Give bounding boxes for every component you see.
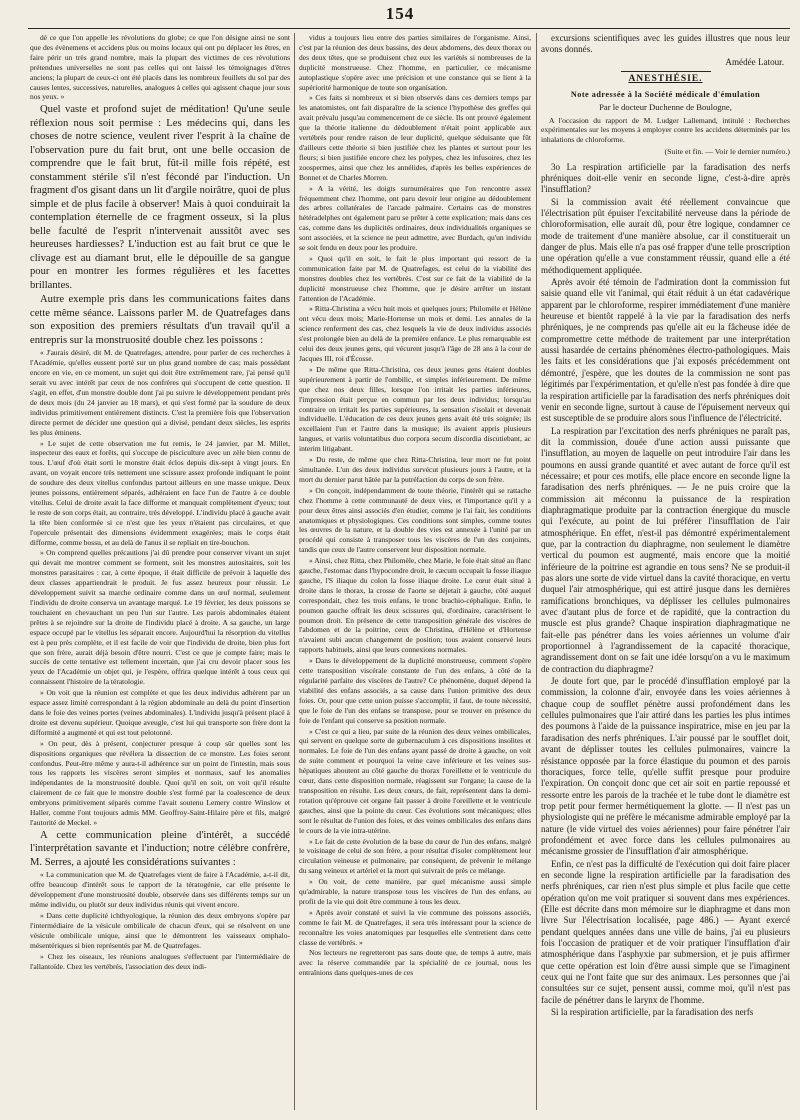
paragraph: » Le fait de cette évolution de la base du cœur de l'un des enfans, malgré le voisinage de celui de son frère, a pour résultat d'isoler complètement leur circulation veineuse et pulmonaire, par conséquent, de prévenir le mélange du sang veineux et artériel et la mort qui suivrait de près ce mélange. [299, 836, 531, 876]
article-signature: Amédée Latour. [725, 56, 784, 67]
paragraph: Enfin, ce n'est pas la difficulté de l'exécution qui doit faire placer en seconde ligne la respiration artificielle par la faradisation des nerfs phréniques, car rien n'est plus simple et plus facile que cette opération qu'on me voit pratiquer si souvent dans mes expériences. (Elle est décrite dans mon mémoire sur le diaphragme et dans mon livre Sur l'électrisation localisée, page 486.) — Ayant exercé pendant quelques années dans une ville de bains, j'ai eu plusieurs fois l'occasion de pratiquer et de voir pratiquer l'insufflation d'air atmosphérique dans l'asphyxie par submersion, et je puis affirmer que cette opération est loin d'être aussi simple que se l'imaginent ceux qui ne l'ont faite que sur des animaux. Les personnes que j'ai consultées sur ce sujet, pensent aussi, comme moi, qu'il n'est pas facile de pénétrer dans le larynx de l'homme. [541, 858, 790, 1005]
paragraph: » On voit, de cette manière, par quel mécanisme aussi simple qu'admirable, la nature transpose tous les viscères de l'un des enfans, au profit de la vie qui doit être commune à tous les deux. [299, 877, 531, 906]
paragraph: » Du reste, de même que chez Ritta-Christina, leur mort ne fut point simultanée. L'un des deux individus survécut plusieurs jours à l'autre, et la mort du dernier parut hâtée par la putréfaction du corps de son frère. [299, 455, 531, 484]
subhead-text: Note adressée à la Société médicale d'émulation [570, 90, 761, 100]
header-rule [28, 28, 790, 29]
column-divider [536, 33, 537, 1110]
paragraph: dé ce que l'on appelle les révolutions du globe; ce que l'on désigne ainsi ne sont que des évènemens et accidens plus ou moins locaux qui ont pu déplacer les êtres, en faire périr un très grand nombre, mais la plupart des victimes de ces révolutions prétendues universelles ne sont pas celles qui ont laissé les témoignages d'êtres anciens; la plupart de ceux-ci ont été placés dans les nombreux feuillets du sol par des causes lentes, successives, naturelles, analogues à celles qui agissent chaque jour sous nos yeux. » [30, 33, 290, 102]
paragraph: vidus a toujours lieu entre des parties similaires de l'organisme. Ainsi, c'est par la réunion des deux bassins, des deux abdomens, des deux thorax ou des deux têtes, que se produisent chez eux les variétés si nombreuses de la duplicité monstrueuse. Chez l'homme, en particulier, ce mécanisme autoplastique s'opère avec une précision et une constance qui se lient à la supériorité harmonique de toute son organisation. [299, 33, 531, 92]
paragraph: » On conçoit, indépendamment de toute théorie, l'intérêt qui se rattache chez l'homme à cette communauté de deux vies, et l'importance qu'il y a pour deux êtres ainsi associés d'en étudier, comme je l'ai fait, les conditions anatomiques et physiologiques. Ces conditions sont simples, comme toutes les œuvres de la nature, et la double des vies est annexée à l'unité par un procédé qui consiste à transposer tous les viscères de l'un des conjoints, tandis que ceux de l'autre conservent leur disposition normale. [299, 485, 531, 555]
section-divider [621, 71, 711, 72]
paragraph: Quel vaste et profond sujet de méditation! Qu'une seule réflexion nous soit permise : Les médecins qui, dans les choses de notre science, veulent river l'esprit à la chaîne de l'observation pure du fait brut, ont une belle occasion de comprendre que le fait brut, fût-il mille fois répété, est constamment stérile s'il n'est fécondé par l'induction. Un fragment d'os gisant dans un lit d'argile noirâtre, quoi de plus simple et de plus facile à observer! Mais à quoi conduirait la contemplation éternelle de ce fragment osseux, si la plus belle faculté de l'esprit n'intervenait aussitôt avec ses heureuses hardiesses? L'induction est au fait brut ce que le clivage est au diamant brut, elle le dépouille de sa gangue pour en montrer les formes régulières et les facettes brillantes. [30, 104, 290, 291]
column-right [541, 33, 790, 1114]
column-middle [299, 33, 531, 1114]
article-subhead [541, 89, 790, 100]
paragraph: » Après avoir constaté et suivi la vie commune des poissons associés, comme le fait M. de Quatrefages, il sera très intéressant pour la science de reconnaître les voies anatomiques par lesquelles elle s'entretient dans cette classe de vertébrés. » [299, 907, 531, 947]
paragraph: » C'est ce qui a lieu, par suite de la réunion des deux veines ombilicales, qui servent en quelque sorte de gubernaculum à ces dispositions insolites et normales. Le foie de l'un des enfans ayant passé de droite à gauche, on voit de suite comment et pourquoi la veine cave inférieure et les veines sus-hépatiques aboutent au côté gauche du thorax l'oreillette et le ventricule du cœur, dans cette disposition normale, réagissent sur l'organe; la cause de la transposition en résulte. Les deux cœurs, de fait, représentent dans la demi-rotation qu'éprouve cet organe fait passer à droite l'oreillette et le ventricule gauches, ainsi que la pointe du cœur. Ces évolutions sont mécaniques; elles sont le résultat de l'union des foies, et des veines ombilicales des enfans dans le cours de la vie intra-utérine. [299, 726, 531, 835]
paragraph: » Ritta-Christina a vécu huit mois et quelques jours; Philomèle et Hélène ont vécu deux mois; Marie-Hortense un mois et demi. Les annales de la science renferment des cas, chez lesquels la vie de deux individus associés s'est prolongée bien au delà de la première enfance. Le plus remarquable est celui des deux jeunes gens, qui vécurent jusqu'à l'âge de 28 ans à la cour de Jacques III, roi d'Écosse. [299, 304, 531, 363]
page-number: 154 [385, 4, 415, 23]
paragraph: » Ainsi, chez Ritta, chez Philomèle, chez Marie, le foie était situé au flanc gauche, l'estomac dans l'hypocondre droit, le cæcum occupait la fosse iliaque gauche, l'S iliaque du colon la fosse iliaque droite. Le cœur était situé à droite dans le thorax, la crosse de l'aorte se déjetait à gauche, côté auquel correspondait, chez les trois enfans, le tronc brachio-céphalique. Enfin, le poumon gauche offrait les deux scissures qui, d'ordinaire, caractérisent le poumon droit. En présence de cette transposition générale des viscères de l'abdomen et de la poitrine, ceux de Christina, d'Hélène et d'Hortense n'avaient subi aucun changement de position; tous avaient conservé leurs rapports habituels, ainsi que leurs connexions normales. [299, 556, 531, 655]
paragraph: » On voit que la réunion est complète et que les deux individus adhèrent par un espace assez limité correspondant à la région abdominale au delà du point d'insertion dans le foie des veines portes (veines abdominales). L'individu jusqu'à présent placé à droite est devenu supérieur. Quoique aveugle, c'est lui qui transporte son frère dont la difformité a augmenté et qui est tout pelotonné. [30, 688, 290, 737]
paragraph: » Quoi qu'il en soit, le fait le plus important qui ressort de la communication faite par M. de Quatrefages, est celui de la viabilité des monstres doubles chez les vertébrés. C'est sur ce fait de la viabilité de la duplicité monstrueuse chez l'homme, que je désire arrêter un instant l'attention de l'Académie. [299, 253, 531, 303]
paragraph: Autre exemple pris dans les communications faites dans cette même séance. Laissons parler M. de Quatrefages dans son exposition des premiers résultats d'un travail qu'il a entrepris sur la monstruosité double chez les poissons : [30, 294, 290, 346]
paragraph: 3o La respiration artificielle par la faradisation des nerfs phréniques doit-elle venir en seconde ligne, c'est-à-dire après l'insufflation? [541, 161, 790, 195]
section-title: ANESTHÉSIE. [628, 74, 703, 85]
paragraph: » Ces faits si nombreux et si bien observés dans ces derniers temps par les anatomistes, ont fait disparaître de la science l'hypothèse des greffes qui avait prévalu jusqu'au commencement de ce siècle. Ils ont prouvé également que la théorie italienne du dédoublement n'était point applicable aux vertébrés pour rendre raison de leur duplicité, quelque séduisante que fût d'ailleurs cette théorie si bien justifiée chez les plantes et surtout pour les fleurs; si bien justifiée encore chez les polypes, chez les infusoires, chez les zoospermes, ainsi que chez les annélides, d'après les belles expériences de Bonnet et de Charles Morren. [299, 93, 531, 182]
paragraph: « J'aurais désiré, dit M. de Quatrefages, attendre, pour parler de ces recherches à l'Académie, qu'elles eussent porté sur un plus grand nombre de cas; mais possédant encore en vie, en ce moment, un sujet qui doit être extrêmement rare, j'ai pensé qu'il serait vu avec intérêt par ceux de nos confrères qui s'occupent de cette question. Il s'agit, en effet, d'un monstre double dont j'ai pu suivre le développement pendant près de deux mois (du 24 janvier au 18 mars), et qui s'est formé par la soudure de deux individus primitivement entièrement distincts. C'est la première fois que l'observation directe permet de décider une question qui a divisé, pendant deux siècles, les esprits les plus éminens. [30, 348, 290, 437]
paragraph: Je doute fort que, par le procédé d'insufflation employé par la commission, la colonne d'air, envoyée dans les voies aériennes à chaque coup de soufflet pénètre aussi profondément dans les cellules pulmonaires que l'air attiré dans les parties les plus intimes des poumons à l'aide de la puissance inspiratrice, mise en jeu par la faradisation des nerfs phréniques. L'air poussé par le soufflet doit, avant de déplisser toutes les cellules pulmonaires, vaincre la résistance opposée par la force élastique du poumon et des parois thoraciques, force telle, qu'elle suffit presque pour produire l'expiration. On conçoit donc que cet air soit en partie repoussé et ressorte entre les parois de la trachée et le tube dont le diamètre est trop petit pour fermer hermétiquement la glotte. — Il n'est pas un physiologiste qui ne préfère le mécanisme admirable employé par la nature (le vide virtuel des voies aériennes) pour faire pénétrer l'air profondément et avec force dans les cellules pulmonaires au mécanisme grossier de l'insufflation d'air atmosphérique. [541, 676, 790, 857]
continuation-note: (Suite et fin. — Voir le dernier numéro.) [664, 147, 790, 157]
article-byline: Par le docteur Duchenne de Boulogne, [599, 101, 732, 112]
paragraph: A cette communication pleine d'intérêt, a succédé l'interprétation savante et l'induction; notre célèbre confrère, M. Serres, a ajouté les considérations suivantes : [30, 829, 290, 868]
paragraph: La respiration par l'excitation des nerfs phréniques ne paraît pas, dit la commission, douée d'une action aussi puissante que l'insufflation, au moyen de laquelle on peut introduire l'air dans les poumons en aussi grande quantité et avec autant de force qu'il est nécessaire; et pour ces motifs, elle place encore en seconde ligne la faradisation des nerfs phréniques. — Je ne puis croire que la commission ait méconnu la puissance de la respiration diaphragmatique produite par la contraction énergique du muscle qui l'exécute, au point de lui préférer l'insufflation de l'air atmosphérique. En effet, n'est-il pas démontré expérimentalement que, par la contraction du diaphragme, non seulement le diamètre vertical du poumon est augmenté, mais encore que la moitié inférieure de la poitrine est agrandie en tous sens? Ne se produit-il pas alors une sorte de vide virtuel dans la cavité thoracique, en vertu duquel l'air atmosphérique, qui est attiré jusque dans les dernières ramifications bronchiques, va déplisser les cellules pulmonaires avec d'autant plus de force et de rapidité, que la contraction du muscle est plus grande? Chaque inspiration diaphragmatique ne fait-elle pas pénétrer dans les voies aériennes un volume d'air proportionnel à l'agrandissement de la capacité thoracique, agrandissement dont on se fait une idée lorsqu'on a vu le maximum de contraction du diaphragme? [541, 425, 790, 674]
article-occasion: A l'occasion du rapport de M. Ludger Lallemand, intitulé : Recherches expérimentales sur les moyens à employer contre les accidens déterminés par les inhalations de chloroforme. [541, 116, 790, 144]
paragraph: Si la commission avait été réellement convaincue que l'électrisation pût épuiser l'excitabilité nerveuse dans la période de chloroformisation, elle aurait dû, pour être logique, condamner ce mode de traitement d'une manière absolue, car il constituerait un danger de plus. Mais elle n'a pas osé frapper d'une telle proscription une opération qu'elle a vue constamment réussir, quand elle a été méthodiquement appliquée. [541, 196, 790, 275]
paragraph: Après avoir été témoin de l'admiration dont la commission fut saisie quand elle vit l'animal, qui était réduit à un état cadavérique apparent par le chloroforme, respirer immédiatement d'une manière heureuse et bientôt rappelé à la vie par la faradisation des nerfs phréniques, je ne comprends pas qu'elle ait eu la fâcheuse idée de compromettre cette méthode de traitement par une interprétation aussi hasardée de certains phénomènes électro-pathologiques. Mais les faits et les considérations que j'ai exposés précédemment ont démontré, j'espère, que les doutes de la commission ne sont pas légitimés par l'expérimentation, et qu'elle n'est pas fondée à dire que la respiration artificielle par la faradisation des nerfs phréniques doit venir en seconde ligne, surtout à cause de l'épuisement nerveux qui est susceptible de se produire alors sous l'influence de l'électricité. [541, 277, 790, 424]
paragraph: » De même que Ritta-Christina, ces deux jeunes gens étaient doubles supérieurement à partir de l'ombilic, et simples inférieurement. De même que chez nos deux filles, lorsque l'on irritait les parties inférieures, l'impression était perçue en commun par les deux individus; lorsqu'au contraire on irritait les parties supérieures, la sensation s'isolait et devenait individuelle. L'éducation de ces deux jeunes gens avait été très soignée; ils excellaient l'un et l'autre dans la musique; ils avaient appris plusieurs langues, et variis voluntatibus duo corpora secum discordia discutiebant, ac interim litigabant. [299, 364, 531, 454]
paragraph: « La communication que M. de Quatrefages vient de faire à l'Académie, a-t-il dit, offre beaucoup d'intérêt sous le rapport de la tératogénie, car elle présente le développement d'une monstruosité double, observée dans ses différents temps sur un même individu, ou plutôt sur deux individus réunis qui vivent encore. [30, 870, 290, 910]
paragraph: » On comprend quelles précautions j'ai dû prendre pour conserver vivant un sujet qui devait me montrer comment se forment, soit les monstres autositaires, soit les monstres parasitaires : car, à cette époque, il était difficile de prévoir à laquelle des deux classes appartiendrait le produit. Je fus assez heureux pour réussir. Le développement suivit sa marche ordinaire comme dans un œuf normal, seulement l'individu de droite conserva un avantage marqué. Le 19 février, les deux poissons se touchaient en chevauchant un peu l'un sur l'autre. Les parois abdominales étaient prêtes à se rejoindre sur la droite de l'individu placé à droite. A sa gauche, un large espace occupé par le vitellus les séparait encore. Aujourd'hui la résorption du vitellus est à peu près complète, et il est facile de voir que l'individu de droite, bien plus fort que son frère, aurait déjà besoin d'être nourri. C'est ce que je compte faire; mais le succès de cette tentative est tellement incertain, que j'ai cru devoir placer sous les yeux de l'Académie un objet qui, je l'espère, offrira quelque intérêt à tous ceux qui connaissent l'histoire de la tératologie. [30, 548, 290, 687]
paragraph: Si la respiration artificielle, par la faradisation des nerfs [551, 1007, 754, 1018]
column-left [30, 33, 290, 1114]
paragraph: Nos lecteurs ne regretteront pas sans doute que, de temps à autre, mais avec la réserve commandée par la spécialité de ce journal, nous les entraînions dans quelques-unes de ces [299, 948, 531, 978]
paragraph: » Le sujet de cette observation me fut remis, le 24 janvier, par M. Millet, inspecteur des eaux et forêts, qui s'occupe de pisciculture avec un zèle bien connu de tous. L'œuf d'où était sorti le monstre était éclos depuis dix-sept à vingt jours. En avant, on voyait encore très nettement une scissure assez profonde indiquant le point de soudure des deux vitellus confondus partout ailleurs en une masse unique. Deux jeunes poissons, entièrement séparés, adhéraient en face l'un de l'autre à ce double vitellus. Celui de droite avait la face difforme et manquait complètement d'yeux; tout le reste de son corps était, au contraire, très développé. L'individu placé à gauche avait la tête bien conformée si ce n'est que les yeux n'étaient pas circulaires, et que l'opercule présentait des dimensions évidemment exagérées; mais le corps était difforme, comme bossu, et au delà de l'anus il se repliait en tire-bouchon. [30, 438, 290, 547]
paragraph: excursions scientifiques avec les guides illustres que nous leur avons donnés. [541, 33, 790, 55]
paragraph: » Chez les oiseaux, les réunions analogues s'effectuent par l'intermédiaire de l'allantoïde. Chez les vertébrés, l'association des deux indi- [30, 951, 290, 971]
column-divider [294, 33, 295, 1110]
paragraph: » Dans cette duplicité ichthyologique, la réunion des deux embryons s'opère par l'intermédiaire de la vésicule ombilicale de chacun d'eux, qui se résolvent en une vésicule ombilicale unique, ainsi que le démontrent les vaisseaux omphalo-mésentériques si bien représentés par M. de Quatrefages. [30, 910, 290, 950]
paragraph: » On peut, dès à présent, conjecturer presque à coup sûr quelles sont les dispositions organiques que révélera la dissection de ce monstre. Les foies seront confondus. Peut-être même y aura-t-il adhérence sur un point de l'intestin, mais sous tous les rapports les viscères seront simples et normaux, sauf les anomalies indépendantes de la monstruosité double. Quoi qu'il en soit, on voit qu'il résulte clairement de ce fait que le monstre double s'est formé par la coalescence de deux embryons primitivement séparés comme l'avait soutenu Lemery contre Winslow et Haller, comme l'ont toujours admis MM. Geoffroy-Saint-Hilaire père et fils, malgré l'autorité de Meckel. » [30, 738, 290, 827]
paragraph: » Dans le développement de la duplicité monstrueuse, comment s'opère cette transposition viscérale constante de l'un des enfans, à côté de la régularité parfaite des viscères de l'autre? Ce phénomène, duquel dépend la viabilité des enfans associés, a sa cause dans l'union primitive des deux foies. Or, pour que cette union puisse s'accomplir, il faut, de toute nécessité, que le foie de l'un des enfans se transpose, pour se trouver en présence du foie de l'enfant qui conserve sa position normale. [299, 656, 531, 725]
paragraph: » A la vérité, les doigts surnuméraires que l'on rencontre assez fréquemment chez l'homme, ont paru devoir leur origine au dédoublement des arbres collatérales de l'arcade palmaire. Certains cas de monstres hétéradelphes ont également paru se prêter à cette explication; mais dans ces cas, comme dans les duplicités ordinaires, deux individualités organiques se sont associées, et la science ne peut admettre, avec Burdach, qu'un individu se soit fendu en deux pour les produire. [299, 183, 531, 253]
